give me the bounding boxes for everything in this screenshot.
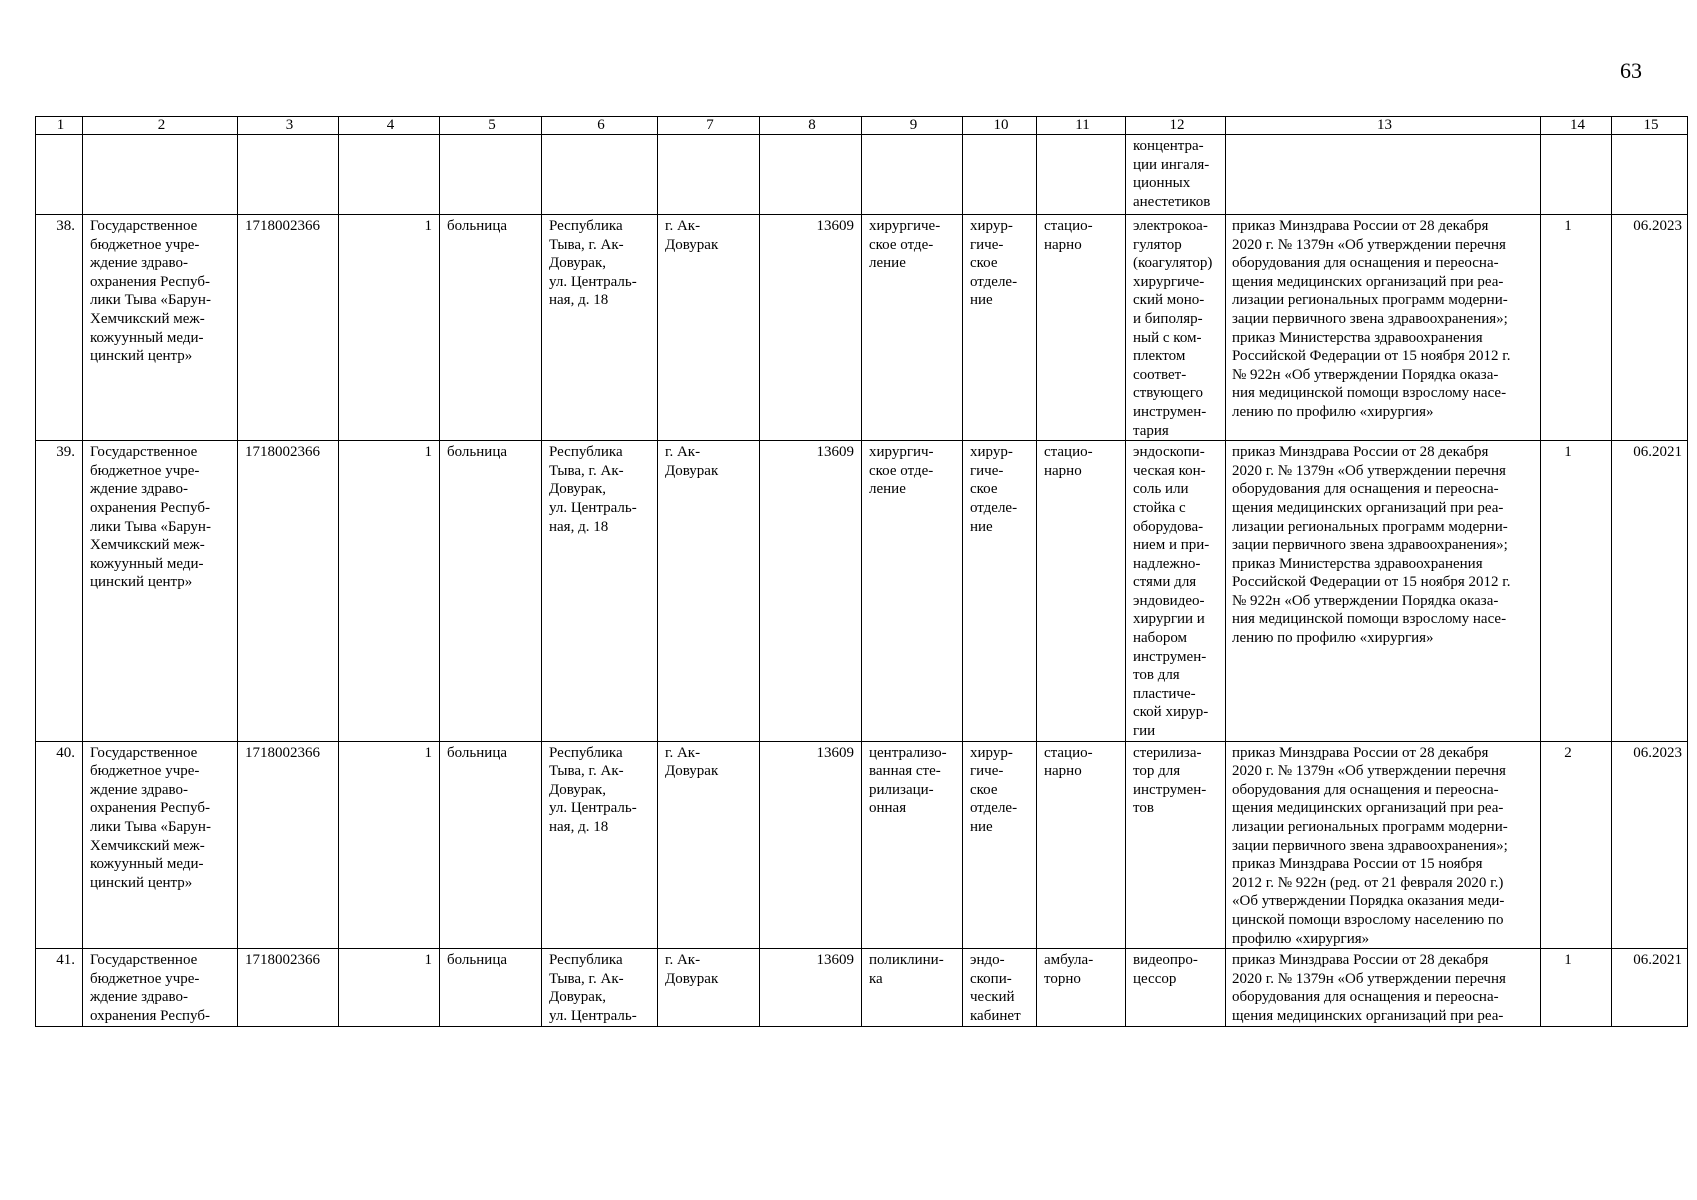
table-row <box>36 441 1688 742</box>
unit-cell: хирур- гиче- ское отделе- ние <box>963 741 1037 949</box>
table-cell <box>83 135 238 215</box>
row-number-cell: 41. <box>36 949 83 1026</box>
unit-cell: хирур- гиче- ское отделе- ние <box>963 441 1037 742</box>
equipment-table <box>35 116 1688 1027</box>
column-number: 2 <box>83 117 238 135</box>
inn-cell: 1718002366 <box>238 949 339 1026</box>
quantity-cell: 1 <box>1541 215 1612 441</box>
unit-cell: хирур- гиче- ское отделе- ние <box>963 215 1037 441</box>
column-number: 1 <box>36 117 83 135</box>
equipment-cell: концентра- ции ингаля- ционных анестетиков <box>1126 135 1226 215</box>
column-number: 13 <box>1226 117 1541 135</box>
table-cell <box>238 135 339 215</box>
equipment-cell: видеопро- цессор <box>1126 949 1226 1026</box>
column-number: 4 <box>339 117 440 135</box>
column-number: 10 <box>963 117 1037 135</box>
address-cell: Республика Тыва, г. Ак- Довурак, ул. Централь- ная, д. 18 <box>542 215 658 441</box>
legal-basis-cell: приказ Минздрава России от 28 декабря 2020 г. № 1379н «Об утверждении перечня оборудования для оснащения и переосна- щения медицинских организаций при реа- лизации региональных программ модерни- зации первичного звена здравоохранения»; приказ Министерства здравоохранения Российской Федерации от 15 ноября 2012 г. № 922н «Об утверждении Порядка оказа- ния медицинской помощи взрослому насе- лению по профилю «хирургия» <box>1226 441 1541 742</box>
organization-cell: Государственное бюджетное учре- ждение здраво- охранения Респуб- лики Тыва «Барун- Хемчикский меж- кожуунный меди- цинский центр» <box>83 741 238 949</box>
count-cell: 1 <box>339 949 440 1026</box>
equipment-cell: стерилиза- тор для инструмен- тов <box>1126 741 1226 949</box>
locality-cell: г. Ак- Довурак <box>658 215 760 441</box>
column-number: 11 <box>1037 117 1126 135</box>
table-cell <box>862 135 963 215</box>
column-number: 14 <box>1541 117 1612 135</box>
address-cell: Республика Тыва, г. Ак- Довурак, ул. Централь- ная, д. 18 <box>542 441 658 742</box>
locality-cell: г. Ак- Довурак <box>658 949 760 1026</box>
date-cell: 06.2023 <box>1612 215 1688 441</box>
table-cell <box>440 135 542 215</box>
row-number-cell: 38. <box>36 215 83 441</box>
table-row <box>36 741 1688 949</box>
organization-cell: Государственное бюджетное учре- ждение здраво- охранения Респуб- лики Тыва «Барун- Хемчикский меж- кожуунный меди- цинский центр» <box>83 441 238 742</box>
table-cell <box>1226 135 1541 215</box>
column-number: 7 <box>658 117 760 135</box>
table-cell <box>963 135 1037 215</box>
column-number: 12 <box>1126 117 1226 135</box>
date-cell: 06.2021 <box>1612 949 1688 1026</box>
quantity-cell: 1 <box>1541 949 1612 1026</box>
address-cell: Республика Тыва, г. Ак- Довурак, ул. Централь- <box>542 949 658 1026</box>
care-mode-cell: амбула- торно <box>1037 949 1126 1026</box>
care-mode-cell: стацио- нарно <box>1037 215 1126 441</box>
legal-basis-cell: приказ Минздрава России от 28 декабря 2020 г. № 1379н «Об утверждении перечня оборудования для оснащения и переосна- щения медицинских организаций при реа- лизации региональных программ модерни- зации первичного звена здравоохранения»; приказ Министерства здравоохранения Российской Федерации от 15 ноября 2012 г. № 922н «Об утверждении Порядка оказа- ния медицинской помощи взрослому насе- лению по профилю «хирургия» <box>1226 215 1541 441</box>
care-mode-cell: стацио- нарно <box>1037 441 1126 742</box>
quantity-cell: 2 <box>1541 741 1612 949</box>
code-cell: 13609 <box>760 215 862 441</box>
count-cell: 1 <box>339 741 440 949</box>
organization-cell: Государственное бюджетное учре- ждение здраво- охранения Респуб- <box>83 949 238 1026</box>
column-number: 6 <box>542 117 658 135</box>
facility-type-cell: больница <box>440 741 542 949</box>
table-cell <box>339 135 440 215</box>
address-cell: Республика Тыва, г. Ак- Довурак, ул. Централь- ная, д. 18 <box>542 741 658 949</box>
unit-cell: эндо- скопи- ческий кабинет <box>963 949 1037 1026</box>
legal-basis-cell: приказ Минздрава России от 28 декабря 2020 г. № 1379н «Об утверждении перечня оборудования для оснащения и переосна- щения медицинских организаций при реа- <box>1226 949 1541 1026</box>
table-row <box>36 215 1688 441</box>
row-number-cell: 40. <box>36 741 83 949</box>
legal-basis-cell: приказ Минздрава России от 28 декабря 2020 г. № 1379н «Об утверждении перечня оборудования для оснащения и переосна- щения медицинских организаций при реа- лизации региональных программ модерни- зации первичного звена здравоохранения»; приказ Минздрава России от 15 ноября 2012 г. № 922н (ред. от 21 февраля 2020 г.) «Об утверждении Порядка оказания меди- цинской помощи взрослому населению по профилю «хирургия» <box>1226 741 1541 949</box>
department-cell: хирургич- ское отде- ление <box>862 441 963 742</box>
table-row <box>36 949 1688 1026</box>
date-cell: 06.2021 <box>1612 441 1688 742</box>
department-cell: хирургиче- ское отде- ление <box>862 215 963 441</box>
code-cell: 13609 <box>760 441 862 742</box>
inn-cell: 1718002366 <box>238 441 339 742</box>
facility-type-cell: больница <box>440 441 542 742</box>
continuation-row <box>36 135 1688 215</box>
count-cell: 1 <box>339 215 440 441</box>
quantity-cell: 1 <box>1541 441 1612 742</box>
care-mode-cell: стацио- нарно <box>1037 741 1126 949</box>
inn-cell: 1718002366 <box>238 741 339 949</box>
table-cell <box>1612 135 1688 215</box>
table-cell <box>1037 135 1126 215</box>
locality-cell: г. Ак- Довурак <box>658 741 760 949</box>
table-cell <box>1541 135 1612 215</box>
table-cell <box>542 135 658 215</box>
column-number: 3 <box>238 117 339 135</box>
equipment-cell: эндоскопи- ческая кон- соль или стойка с оборудова- нием и при- надлежно- стями для эндовидео- хирургии и набором инструмен- тов для пластиче- ской хирур- гии <box>1126 441 1226 742</box>
organization-cell: Государственное бюджетное учре- ждение здраво- охранения Респуб- лики Тыва «Барун- Хемчикский меж- кожуунный меди- цинский центр» <box>83 215 238 441</box>
column-number: 15 <box>1612 117 1688 135</box>
column-number: 8 <box>760 117 862 135</box>
column-number: 5 <box>440 117 542 135</box>
inn-cell: 1718002366 <box>238 215 339 441</box>
row-number-cell: 39. <box>36 441 83 742</box>
locality-cell: г. Ак- Довурак <box>658 441 760 742</box>
facility-type-cell: больница <box>440 949 542 1026</box>
department-cell: поликлини- ка <box>862 949 963 1026</box>
facility-type-cell: больница <box>440 215 542 441</box>
column-number-row <box>36 117 1688 135</box>
code-cell: 13609 <box>760 741 862 949</box>
table-cell <box>36 135 83 215</box>
equipment-cell: электрокоа- гулятор (коагулятор) хирургиче- ский моно- и биполяр- ный с ком- плектом соответ- ствующего инструмен- тария <box>1126 215 1226 441</box>
date-cell: 06.2023 <box>1612 741 1688 949</box>
table-cell <box>760 135 862 215</box>
count-cell: 1 <box>339 441 440 742</box>
page-number: 63 <box>1620 58 1642 83</box>
column-number: 9 <box>862 117 963 135</box>
table-cell <box>658 135 760 215</box>
department-cell: централизо- ванная сте- рилизаци- онная <box>862 741 963 949</box>
code-cell: 13609 <box>760 949 862 1026</box>
